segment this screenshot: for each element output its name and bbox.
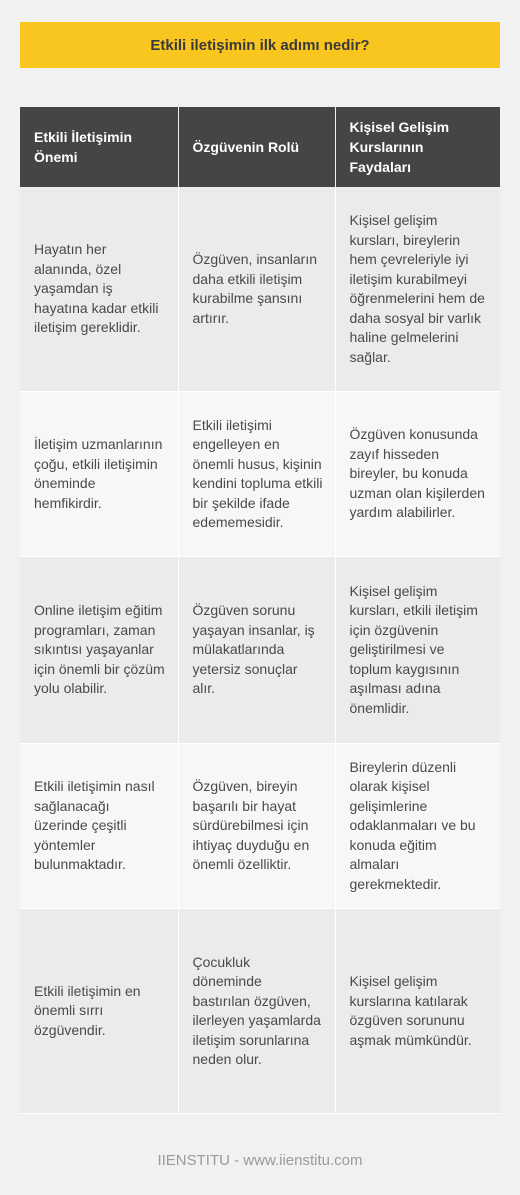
table-cell: Özgüven, bireyin başarılı bir hayat sürdürebilmesi için ihtiyaç duyduğu en önemli özelliktir. <box>178 744 335 909</box>
table-cell: Etkili iletişimin nasıl sağlanacağı üzerinde çeşitli yöntemler bulunmaktadır. <box>20 744 178 909</box>
column-header-course-benefits: Kişisel Gelişim Kurslarının Faydaları <box>335 107 500 187</box>
table-row <box>20 744 500 909</box>
table-row <box>20 557 500 744</box>
footer-credit: IIENSTITU - www.iienstitu.com <box>157 1152 363 1169</box>
table-row <box>20 187 500 392</box>
table-cell: Online iletişim eğitim programları, zaman sıkıntısı yaşayanlar için önemli bir çözüm yolu olabilir. <box>20 557 178 744</box>
column-header-self-confidence: Özgüvenin Rolü <box>178 107 335 187</box>
table-cell: Özgüven, insanların daha etkili iletişim kurabilme şansını artırır. <box>178 187 335 392</box>
page-title: Etkili iletişimin ilk adımı nedir? <box>20 22 500 68</box>
table-row <box>20 909 500 1114</box>
table-cell: Çocukluk döneminde bastırılan özgüven, ilerleyen yaşamlarda iletişim sorunlarına neden olur. <box>178 909 335 1114</box>
table-cell: Kişisel gelişim kursları, bireylerin hem çevreleriyle iyi iletişim kurabilmeyi öğrenmelerini hem de daha sosyal bir varlık haline gelmelerini sağlar. <box>335 187 500 392</box>
table-cell: Kişisel gelişim kurslarına katılarak özgüven sorununu aşmak mümkündür. <box>335 909 500 1114</box>
table-row <box>20 392 500 557</box>
table-cell: Bireylerin düzenli olarak kişisel gelişimlerine odaklanmaları ve bu konuda eğitim almaları gerekmektedir. <box>335 744 500 909</box>
table-cell: Etkili iletişimin en önemli sırrı özgüvendir. <box>20 909 178 1114</box>
table-cell: Hayatın her alanında, özel yaşamdan iş hayatına kadar etkili iletişim gereklidir. <box>20 187 178 392</box>
comparison-table <box>20 107 500 1114</box>
table-cell: İletişim uzmanlarının çoğu, etkili iletişimin öneminde hemfikirdir. <box>20 392 178 557</box>
table-cell: Özgüven sorunu yaşayan insanlar, iş mülakatlarında yetersiz sonuçlar alır. <box>178 557 335 744</box>
table-header-row <box>20 107 500 187</box>
table-cell: Özgüven konusunda zayıf hisseden bireyler, bu konuda uzman olan kişilerden yardım alabilirler. <box>335 392 500 557</box>
table-cell: Etkili iletişimi engelleyen en önemli husus, kişinin kendini topluma etkili bir şekilde ifade edememesidir. <box>178 392 335 557</box>
table-cell: Kişisel gelişim kursları, etkili iletişim için özgüvenin geliştirilmesi ve toplum kaygısının aşılması adına önemlidir. <box>335 557 500 744</box>
column-header-effective-communication: Etkili İletişimin Önemi <box>20 107 178 187</box>
